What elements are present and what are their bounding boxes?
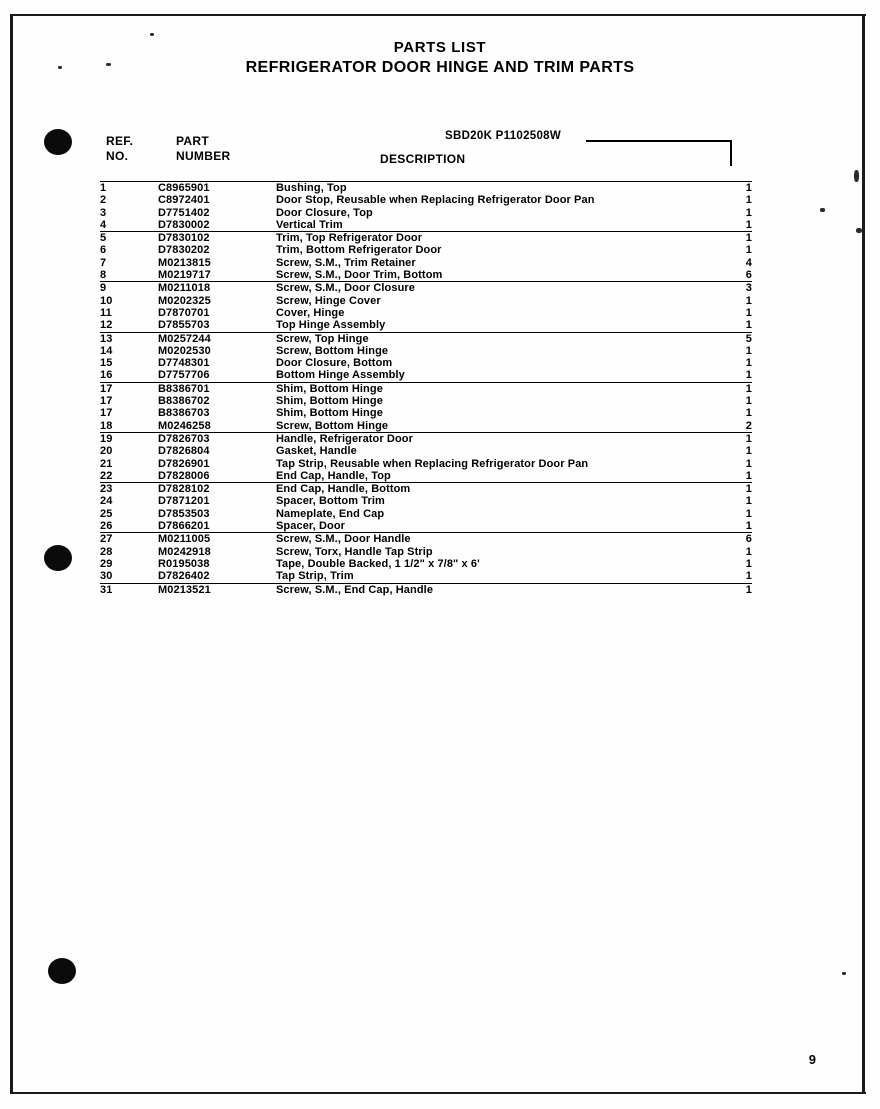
cell-quantity: 1 (745, 344, 752, 357)
cell-quantity: 3 (745, 282, 752, 295)
cell-description: Shim, Bottom Hinge (276, 382, 383, 395)
cell-ref-no: 6 (100, 244, 107, 257)
cell-quantity: 1 (716, 520, 752, 533)
cell-description: Top Hinge Assembly (276, 319, 716, 332)
cell-description: Trim, Bottom Refrigerator Door (276, 244, 442, 257)
cell-ref-no: 30 (100, 570, 158, 583)
cell-ref-no: 9 (100, 282, 107, 295)
cell-ref-no: 17 (100, 382, 113, 395)
table-row (100, 495, 752, 507)
cell-description: Trim, Top Refrigerator Door (276, 232, 423, 245)
document-title (0, 38, 880, 78)
parts-table (100, 181, 752, 596)
cell-part-number: M0211005 (158, 533, 211, 546)
cell-description: Screw, Torx, Handle Tap Strip (276, 545, 433, 558)
cell-quantity: 5 (745, 332, 752, 345)
cell-description: Bushing, Top (276, 182, 716, 195)
cell-part-number: D7853503 (158, 507, 210, 520)
column-header-part-line2: NUMBER (176, 149, 231, 163)
scan-speck (856, 228, 862, 233)
cell-part-number: M0219717 (158, 269, 276, 282)
table-row (100, 232, 752, 245)
cell-quantity: 1 (745, 357, 752, 370)
cell-description: Door Closure, Top (276, 206, 373, 219)
cell-part-number: M0211018 (158, 282, 211, 295)
cell-part-number: D7751402 (158, 206, 210, 219)
cell-quantity: 1 (745, 432, 752, 445)
cell-description: Spacer, Door (276, 520, 716, 533)
column-header-ref (106, 134, 133, 164)
cell-description: End Cap, Handle, Top (276, 470, 716, 483)
cell-description: Tap Strip, Trim (276, 570, 716, 583)
table-row (100, 182, 752, 195)
page-number: 9 (808, 1052, 816, 1067)
cell-description: Nameplate, End Cap (276, 507, 385, 520)
cell-description: Screw, Bottom Hinge (276, 420, 716, 433)
column-header-ref-line1: REF. (106, 134, 134, 148)
cell-ref-no: 13 (100, 332, 113, 345)
table-row (100, 282, 752, 295)
cell-quantity: 1 (716, 470, 752, 483)
table-row (100, 357, 752, 369)
cell-part-number: M0202530 (158, 344, 211, 357)
cell-part-number: D7828102 (158, 483, 210, 496)
page-title: PARTS LIST (393, 39, 487, 56)
binder-hole (48, 958, 76, 984)
table-row (100, 194, 752, 206)
cell-part-number: M0246258 (158, 420, 276, 433)
cell-quantity: 1 (745, 306, 752, 319)
cell-description: Screw, Top Hinge (276, 332, 369, 345)
cell-ref-no: 15 (100, 357, 113, 370)
cell-description: Screw, S.M., Door Trim, Bottom (276, 269, 716, 282)
column-headers (100, 134, 760, 174)
table-row (100, 483, 752, 496)
cell-part-number: M0257244 (158, 332, 211, 345)
table-row (100, 570, 752, 583)
cell-ref-no: 28 (100, 545, 113, 558)
table-row (100, 508, 752, 520)
cell-ref-no: 24 (100, 495, 113, 508)
table-row (100, 207, 752, 219)
parts-table-body (100, 182, 752, 596)
binder-hole (44, 545, 72, 571)
table-row (100, 295, 752, 307)
cell-quantity: 1 (745, 244, 752, 257)
table-row (100, 269, 752, 282)
cell-part-number: D7830102 (158, 232, 210, 245)
table-row (100, 558, 752, 570)
cell-ref-no: 8 (100, 269, 158, 282)
cell-quantity: 2 (716, 420, 752, 433)
cell-part-number: C8972401 (158, 194, 210, 207)
cell-ref-no: 31 (100, 583, 113, 596)
cell-ref-no: 16 (100, 369, 158, 382)
cell-description: Screw, S.M., Door Handle (276, 533, 411, 546)
cell-quantity: 1 (716, 182, 752, 195)
cell-ref-no: 10 (100, 294, 113, 307)
cell-ref-no: 1 (100, 182, 158, 195)
table-row (100, 533, 752, 546)
table-row (100, 407, 752, 419)
cell-part-number: D7830202 (158, 244, 210, 257)
page-subtitle: REFRIGERATOR DOOR HINGE AND TRIM PARTS (245, 59, 635, 76)
cell-ref-no: 7 (100, 256, 107, 269)
cell-description: Door Stop, Reusable when Replacing Refrigerator Door Pan (276, 194, 595, 207)
cell-description: Screw, S.M., Door Closure (276, 282, 416, 295)
binder-hole (44, 129, 72, 155)
scan-border-bottom (10, 1092, 866, 1094)
cell-ref-no: 20 (100, 445, 113, 458)
cell-part-number: M0213521 (158, 583, 211, 596)
cell-ref-no: 11 (100, 306, 112, 319)
table-row (100, 546, 752, 558)
cell-part-number: R0195038 (158, 557, 210, 570)
cell-part-number: B8386703 (158, 407, 210, 420)
cell-part-number: D7826804 (158, 445, 210, 458)
cell-ref-no: 5 (100, 232, 107, 245)
column-header-part (176, 134, 230, 164)
cell-description: Screw, Hinge Cover (276, 294, 381, 307)
column-header-part-line1: PART (176, 134, 209, 148)
cell-quantity: 1 (745, 557, 752, 570)
cell-part-number: D7828006 (158, 470, 276, 483)
cell-ref-no: 12 (100, 319, 158, 332)
cell-ref-no: 29 (100, 557, 113, 570)
cell-part-number: D7748301 (158, 357, 210, 370)
cell-description: Vertical Trim (276, 219, 716, 232)
cell-part-number: D7870701 (158, 306, 210, 319)
scan-border-left (10, 14, 13, 1094)
cell-description: Screw, Bottom Hinge (276, 344, 389, 357)
cell-quantity: 1 (745, 382, 752, 395)
scan-speck (150, 33, 154, 36)
cell-quantity: 1 (745, 483, 752, 496)
scan-border-right (862, 14, 865, 1094)
cell-description: Tape, Double Backed, 1 1/2" x 7/8" x 6' (276, 557, 480, 570)
cell-quantity: 1 (745, 583, 752, 596)
column-header-ref-line2: NO. (106, 149, 129, 163)
cell-description: End Cap, Handle, Bottom (276, 483, 411, 496)
cell-description: Door Closure, Bottom (276, 357, 393, 370)
scan-speck (820, 208, 825, 212)
cell-quantity: 1 (745, 232, 752, 245)
cell-part-number: D7826402 (158, 570, 276, 583)
table-row (100, 219, 752, 232)
cell-quantity: 1 (745, 206, 752, 219)
cell-quantity: 1 (745, 457, 752, 470)
cell-description: Tap Strip, Reusable when Replacing Refrigerator Door Pan (276, 457, 589, 470)
cell-description: Shim, Bottom Hinge (276, 407, 383, 420)
cell-part-number: B8386702 (158, 395, 210, 408)
table-row (100, 307, 752, 319)
table-row (100, 382, 752, 395)
cell-ref-no: 19 (100, 432, 113, 445)
table-row (100, 458, 752, 470)
cell-ref-no: 4 (100, 219, 158, 232)
table-row (100, 583, 752, 596)
cell-quantity: 1 (745, 507, 752, 520)
cell-quantity: 1 (716, 219, 752, 232)
cell-quantity: 1 (745, 194, 752, 207)
table-row (100, 319, 752, 332)
cell-ref-no: 17 (100, 395, 113, 408)
cell-quantity: 1 (716, 369, 752, 382)
cell-part-number: D7830002 (158, 219, 276, 232)
table-row (100, 395, 752, 407)
cell-ref-no: 21 (100, 457, 113, 470)
table-row (100, 345, 752, 357)
cell-part-number: D7855703 (158, 319, 276, 332)
cell-quantity: 1 (745, 495, 752, 508)
cell-description: Handle, Refrigerator Door (276, 432, 413, 445)
scan-speck (842, 972, 846, 975)
cell-description: Screw, S.M., End Cap, Handle (276, 583, 434, 596)
cell-part-number: D7757706 (158, 369, 276, 382)
cell-part-number: D7826901 (158, 457, 210, 470)
cell-quantity: 1 (716, 319, 752, 332)
cell-quantity: 4 (745, 256, 752, 269)
cell-description: Cover, Hinge (276, 306, 345, 319)
table-row (100, 420, 752, 433)
cell-ref-no: 25 (100, 507, 113, 520)
table-row (100, 445, 752, 457)
cell-ref-no: 26 (100, 520, 158, 533)
cell-ref-no: 3 (100, 206, 107, 219)
cell-ref-no: 27 (100, 533, 113, 546)
scan-speck (854, 170, 859, 182)
table-row (100, 332, 752, 345)
cell-ref-no: 22 (100, 470, 158, 483)
column-header-description: DESCRIPTION (380, 152, 466, 166)
cell-quantity: 6 (745, 533, 752, 546)
cell-part-number: M0202325 (158, 294, 211, 307)
model-code: SBD20K P1102508W (445, 130, 562, 142)
cell-quantity: 1 (745, 545, 752, 558)
table-row (100, 257, 752, 269)
cell-part-number: D7871201 (158, 495, 210, 508)
cell-quantity: 1 (745, 395, 752, 408)
cell-ref-no: 18 (100, 420, 158, 433)
cell-quantity: 1 (745, 407, 752, 420)
cell-ref-no: 14 (100, 344, 113, 357)
cell-description: Spacer, Bottom Trim (276, 495, 385, 508)
cell-quantity: 1 (745, 445, 752, 458)
cell-part-number: M0213815 (158, 256, 211, 269)
cell-ref-no: 2 (100, 194, 107, 207)
table-row (100, 369, 752, 382)
cell-ref-no: 23 (100, 483, 113, 496)
cell-description: Shim, Bottom Hinge (276, 395, 383, 408)
scan-border-top (10, 14, 866, 16)
cell-description: Screw, S.M., Trim Retainer (276, 256, 416, 269)
table-row (100, 244, 752, 256)
cell-description: Bottom Hinge Assembly (276, 369, 716, 382)
cell-part-number: M0242918 (158, 545, 211, 558)
cell-part-number: D7866201 (158, 520, 276, 533)
cell-part-number: B8386701 (158, 382, 210, 395)
cell-part-number: D7826703 (158, 432, 210, 445)
cell-quantity: 1 (745, 294, 752, 307)
table-row (100, 520, 752, 533)
table-row (100, 470, 752, 483)
table-row (100, 432, 752, 445)
cell-description: Gasket, Handle (276, 445, 357, 458)
cell-part-number: C8965901 (158, 182, 276, 195)
cell-quantity: 1 (716, 570, 752, 583)
cell-quantity: 6 (716, 269, 752, 282)
cell-ref-no: 17 (100, 407, 113, 420)
